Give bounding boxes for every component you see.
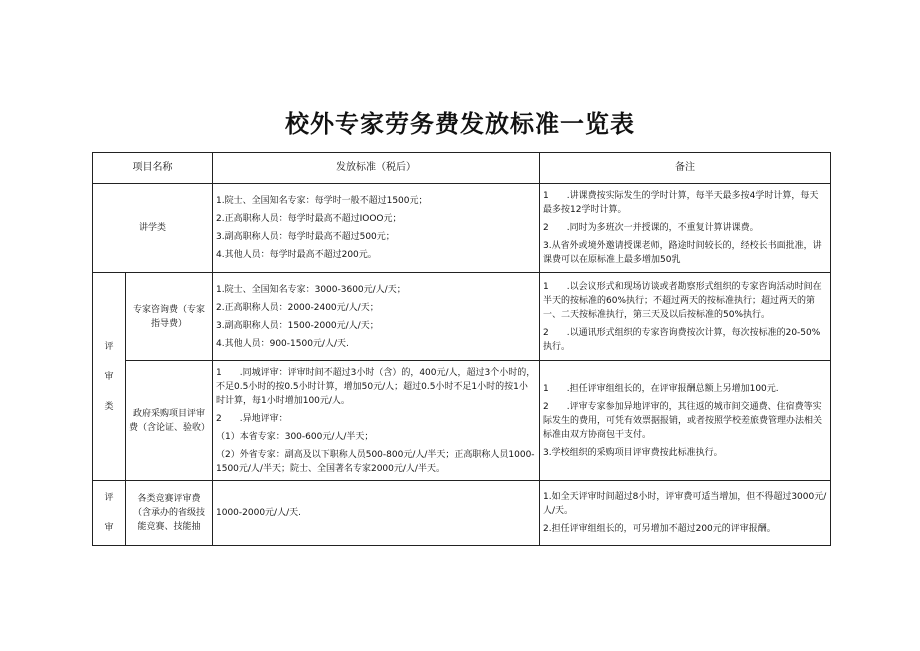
procurement-note-item: 1 .担任评审组组长的，在评审报酬总额上另增加100元. (543, 383, 779, 394)
consult-notes (540, 273, 831, 361)
procurement-name: 政府采购项目评审费（含论证、验收） (126, 361, 213, 481)
procurement-standard-item: 1 .同城评审：评审时间不超过3小时（含）的，400元/人，超过3个小时的，不足0.5小时的按0.5小时计算，增加50元/人；超过0.5小时不足1小时的按1小时计算，每1小时增加100元/人。 (216, 367, 536, 406)
procurement-standard-item: （2）外省专家：副高及以下职称人员500-800元/人/半天；正高职称人员1000-1500元/人/半天；院士、全国著名专家2000元/人/半天。 (216, 449, 535, 474)
consult-name: 专家咨询费（专家指导费） (126, 273, 213, 361)
header-notes: 备注 (540, 153, 831, 184)
consult-standard-item: 4.其他人员：900-1500元/人/天. (216, 338, 349, 349)
consult-standards (213, 273, 540, 361)
competition-note-item: 2.担任评审组组长的，可另增加不超过200元的评审报酬。 (543, 524, 776, 534)
procurement-notes (540, 361, 831, 481)
lecture-standard-item: 3.副高职称人员：每学时最高不超过500元； (216, 232, 395, 242)
lecture-note-item: 1 .讲课费按实际发生的学时计算，每半天最多按4学时计算，每天最多按12学时计算。 (543, 191, 819, 215)
header-standard: 发放标准（税后） (213, 153, 540, 184)
competition-category-char: 审 (104, 523, 114, 533)
procurement-note-item: 3.学校组织的采购项目评审费按此标准执行。 (543, 447, 723, 458)
procurement-standard-item: 2 .异地评审： (216, 413, 288, 424)
lecture-standards (213, 184, 540, 273)
procurement-standards (213, 361, 540, 481)
competition-name: 各类竞赛评审费（含承办的省级技能竞赛、技能抽 (126, 481, 213, 546)
lecture-name: 讲学类 (93, 184, 213, 273)
review-category-char: 评 (104, 341, 114, 352)
competition-standard: 1000-2000元/人/天. (213, 481, 540, 546)
review-category-char: 审 (104, 371, 114, 382)
lecture-standard-item: 1.院士、全国知名专家：每学时一般不超过1500元； (216, 196, 428, 206)
table-row-competition (93, 481, 831, 546)
fee-standards-table (92, 152, 831, 546)
competition-category-char: 评 (104, 493, 114, 503)
lecture-note-item: 2 .同时为多班次一并授课的，不重复计算讲课费。 (543, 223, 759, 233)
header-project-name: 项目名称 (93, 153, 213, 184)
consult-standard-item: 3.副高职称人员：1500-2000元/人/天； (216, 320, 379, 331)
consult-standard-item: 1.院士、全国知名专家：3000-3600元/人/天； (216, 284, 406, 295)
consult-note-item: 2 .以通讯形式组织的专家咨询费按次计算，每次按标准的20-50%执行。 (543, 327, 821, 352)
lecture-standard-item: 2.正高职称人员：每学时最高不超过IOOO元； (216, 214, 402, 224)
header-row (93, 153, 831, 184)
competition-category-label (93, 481, 126, 546)
procurement-standard-item: （1）本省专家：300-600元/人/半天； (216, 431, 374, 442)
lecture-notes (540, 184, 831, 273)
review-category-char: 类 (104, 401, 114, 412)
review-category-label (93, 273, 126, 481)
competition-note-item: 1.如全天评审时间超过8小时，评审费可适当增加，但不得超过3000元/人/天。 (543, 492, 827, 516)
consult-standard-item: 2.正高职称人员：2000-2400元/人/天； (216, 302, 379, 313)
table-row-consult (93, 273, 831, 361)
table-row-procurement (93, 361, 831, 481)
consult-note-item: 1 .以会议形式和现场访谈或者勘察形式组织的专家咨询活动时间在半天的按标准的60%执行；不超过两天的按标准执行；超过两天的第一、二天按标准执行，第三天及以后按标准的50%执行。 (543, 281, 822, 320)
procurement-note-item: 2 .评审专家参加异地评审的，其往返的城市间交通费、住宿费等实际发生的费用，可凭有效票据报销，或者按照学校差旅费管理办法相关标准由双方协商包干支付。 (543, 401, 823, 440)
competition-notes (540, 481, 831, 546)
table-row-lecture (93, 184, 831, 273)
lecture-note-item: 3.从省外或境外邀请授课老师，路途时间较长的，经校长书面批准，讲课费可以在原标准上最多增加50乳 (543, 241, 822, 265)
lecture-standard-item: 4.其他人员：每学时最高不超过200元。 (216, 250, 377, 260)
page-title: 校外专家劳务费发放标准一览表 (285, 110, 635, 138)
